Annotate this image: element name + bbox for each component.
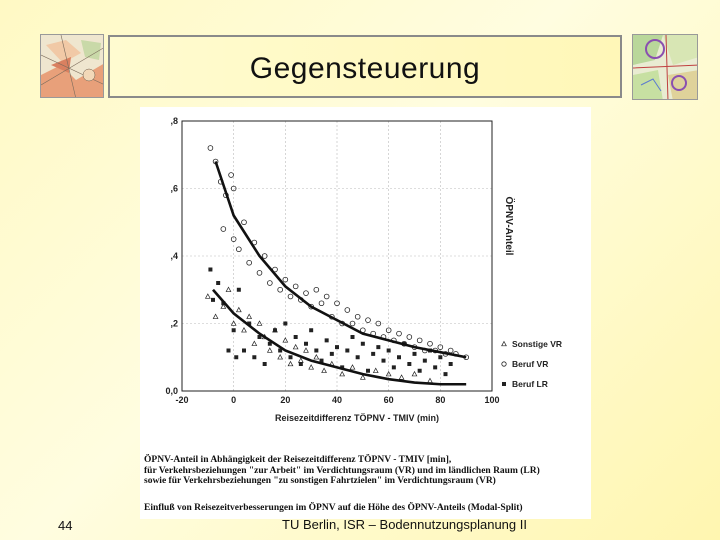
data-point-sonstige-vr <box>293 345 298 349</box>
legend-label: Beruf LR <box>512 379 548 389</box>
data-point-sonstige-vr <box>412 372 417 376</box>
data-point-beruf-vr <box>208 146 213 151</box>
data-point-beruf-lr <box>387 349 391 353</box>
data-point-beruf-vr <box>314 287 319 292</box>
data-point-beruf-lr <box>418 369 422 373</box>
data-point-beruf-lr <box>242 349 246 353</box>
data-point-beruf-lr <box>433 365 437 369</box>
data-point-beruf-vr <box>293 284 298 289</box>
data-point-beruf-vr <box>428 341 433 346</box>
data-point-beruf-lr <box>289 355 293 359</box>
data-point-beruf-lr <box>397 355 401 359</box>
data-point-beruf-vr <box>345 308 350 313</box>
data-point-beruf-vr <box>324 294 329 299</box>
data-point-sonstige-vr <box>242 328 247 332</box>
data-point-beruf-lr <box>216 281 220 285</box>
scanned-chart-figure <box>140 107 591 519</box>
data-point-beruf-lr <box>335 345 339 349</box>
data-point-beruf-lr <box>356 355 360 359</box>
y-tick-label: 0,0 <box>165 386 178 396</box>
x-tick-label: -20 <box>175 395 189 405</box>
data-point-sonstige-vr <box>314 355 319 359</box>
data-point-beruf-lr <box>413 352 417 356</box>
data-point-sonstige-vr <box>206 294 211 298</box>
data-point-sonstige-vr <box>322 368 327 372</box>
data-point-beruf-lr <box>227 349 231 353</box>
x-axis-label: Reisezeitdifferenz TÖPNV - TMIV (min) <box>274 413 440 423</box>
legend-marker <box>502 342 507 346</box>
data-point-beruf-vr <box>417 338 422 343</box>
map-thumbnail-left-icon <box>40 34 104 98</box>
data-point-sonstige-vr <box>288 362 293 366</box>
x-tick-label: 100 <box>484 395 500 405</box>
data-point-beruf-vr <box>242 220 247 225</box>
figure-caption-bottom: Einfluß von Reisezeitverbesserungen im ÖPNV auf die Höhe des ÖPNV-Anteils (Modal-Split) <box>144 503 523 513</box>
data-point-beruf-lr <box>309 328 313 332</box>
legend-marker <box>502 382 506 386</box>
data-point-beruf-lr <box>325 338 329 342</box>
data-point-beruf-vr <box>448 348 453 353</box>
data-point-sonstige-vr <box>350 365 355 369</box>
title-bar <box>108 35 622 98</box>
y-tick-label: ,2 <box>170 318 178 329</box>
data-point-sonstige-vr <box>247 314 252 318</box>
x-tick-label: 20 <box>280 395 291 405</box>
data-point-beruf-lr <box>371 352 375 356</box>
data-point-beruf-vr <box>355 314 360 319</box>
data-point-beruf-vr <box>288 294 293 299</box>
data-point-beruf-lr <box>351 335 355 339</box>
x-tick-label: 60 <box>383 395 394 405</box>
data-point-beruf-lr <box>252 355 256 359</box>
data-point-sonstige-vr <box>399 375 404 379</box>
caption-line: sowie für Verkehrsbeziehungen "zu sonstigen Fahrtzielen" im Verdichtungsraum (VR) <box>144 476 496 486</box>
data-point-sonstige-vr <box>428 378 433 382</box>
data-point-beruf-vr <box>397 331 402 336</box>
data-point-beruf-lr <box>211 298 215 302</box>
data-point-beruf-lr <box>423 359 427 363</box>
map-thumbnail-right-icon <box>632 34 698 100</box>
slide-title: Gegensteuerung <box>249 52 481 85</box>
data-point-beruf-lr <box>234 355 238 359</box>
data-point-beruf-lr <box>382 359 386 363</box>
legend-label: Sonstige VR <box>512 339 563 349</box>
data-point-beruf-vr <box>267 281 272 286</box>
caption-line: für Verkehrsbeziehungen "zur Arbeit" im Verdichtungsraum (VR) und im ländlichen Raum (LR) <box>144 465 540 476</box>
data-point-sonstige-vr <box>309 365 314 369</box>
data-point-beruf-lr <box>345 349 349 353</box>
x-tick-label: 0 <box>231 395 237 405</box>
data-point-sonstige-vr <box>373 368 378 372</box>
data-point-beruf-vr <box>257 270 262 275</box>
data-point-sonstige-vr <box>257 321 262 325</box>
data-point-beruf-lr <box>299 362 303 366</box>
data-point-beruf-vr <box>229 173 234 178</box>
data-point-sonstige-vr <box>226 287 231 291</box>
footer-text: TU Berlin, ISR – Bodennutzungsplanung II <box>282 517 527 532</box>
y-tick-label: ,8 <box>170 116 178 126</box>
data-point-beruf-lr <box>237 288 241 292</box>
data-point-beruf-vr <box>278 287 283 292</box>
data-point-sonstige-vr <box>268 348 273 352</box>
data-point-sonstige-vr <box>252 341 257 345</box>
x-tick-label: 40 <box>331 395 343 405</box>
data-point-beruf-vr <box>236 247 241 252</box>
data-point-beruf-lr <box>407 362 411 366</box>
data-point-beruf-lr <box>438 355 442 359</box>
legend-marker <box>502 362 506 366</box>
data-point-sonstige-vr <box>278 355 283 359</box>
data-point-beruf-lr <box>330 352 334 356</box>
data-point-beruf-lr <box>376 345 380 349</box>
data-point-beruf-vr <box>221 227 226 232</box>
data-point-beruf-lr <box>304 342 308 346</box>
data-point-beruf-vr <box>407 335 412 340</box>
data-point-sonstige-vr <box>299 358 304 362</box>
figure-caption <box>144 455 584 487</box>
data-point-beruf-lr <box>392 365 396 369</box>
data-point-beruf-lr <box>444 372 448 376</box>
data-point-sonstige-vr <box>237 308 242 312</box>
data-point-beruf-lr <box>208 268 212 272</box>
data-point-sonstige-vr <box>340 372 345 376</box>
y-tick-label: ,4 <box>170 251 178 261</box>
data-point-sonstige-vr <box>231 321 236 325</box>
data-point-beruf-lr <box>294 335 298 339</box>
page-number: 44 <box>58 518 73 533</box>
data-point-beruf-lr <box>273 328 277 332</box>
data-point-beruf-lr <box>263 362 267 366</box>
y-axis-label: ÖPNV-Anteil <box>503 196 514 256</box>
data-point-beruf-vr <box>304 291 309 296</box>
data-point-beruf-lr <box>449 362 453 366</box>
data-point-beruf-vr <box>366 318 371 323</box>
caption-line: ÖPNV-Anteil in Abhängigkeit der Reisezeitdifferenz TÖPNV - TMIV [min], <box>144 455 452 465</box>
data-point-beruf-lr <box>283 322 287 326</box>
data-point-beruf-lr <box>366 369 370 373</box>
scatter-chart <box>140 107 591 452</box>
data-point-sonstige-vr <box>304 348 309 352</box>
data-point-sonstige-vr <box>213 314 218 318</box>
legend-label: Beruf VR <box>512 359 549 369</box>
y-tick-label: ,6 <box>170 183 178 194</box>
x-tick-label: 80 <box>435 395 446 405</box>
data-point-beruf-lr <box>314 349 318 353</box>
data-point-beruf-vr <box>247 260 252 265</box>
data-point-beruf-lr <box>232 328 236 332</box>
data-point-beruf-vr <box>319 301 324 306</box>
data-point-beruf-lr <box>361 342 365 346</box>
